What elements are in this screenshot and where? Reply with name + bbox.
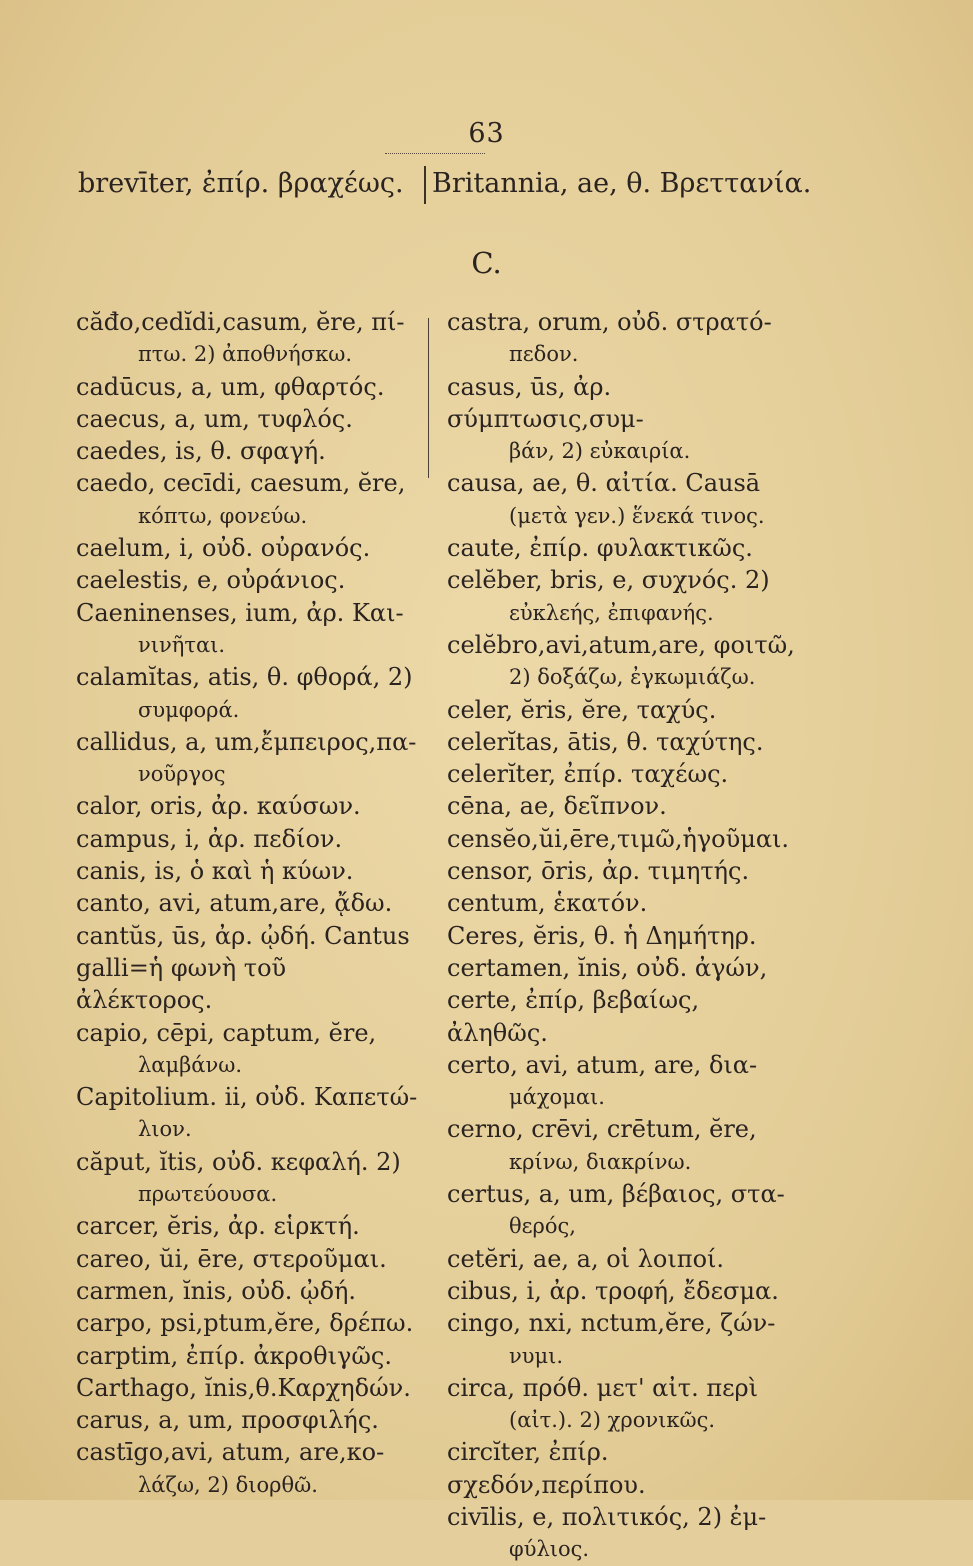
entry-continuation: κόπτω, φονεύω. xyxy=(138,503,308,528)
dictionary-entry xyxy=(447,920,807,952)
entry-headword: calamĭtas, atis, θ. φθορά, 2) xyxy=(76,663,413,692)
entry-headword: capio, cēpi, captum, ĕre, xyxy=(76,1018,377,1047)
entry-headword: Capitolium. ii, οὐδ. Καπετώ- xyxy=(76,1083,418,1112)
entry-continuation: νυμι. xyxy=(509,1343,564,1368)
dictionary-entry xyxy=(447,1501,807,1566)
entry-continuation: πρωτεύουσα. xyxy=(138,1182,278,1207)
dictionary-entry xyxy=(447,371,807,468)
dictionary-entry xyxy=(76,435,426,467)
entry-continuation: κρίνω, διακρίνω. xyxy=(509,1149,692,1174)
entry-headword: cingo, nxi, nctum,ĕre, ζών- xyxy=(447,1309,776,1338)
dictionary-entry xyxy=(76,1017,426,1082)
entry-headword: carus, a, um, προσφιλής. xyxy=(76,1406,379,1435)
dictionary-entry xyxy=(447,1372,807,1437)
entry-headword: circa, πρόθ. μετ' αἰτ. περὶ xyxy=(447,1373,759,1402)
dictionary-entry xyxy=(76,823,426,855)
dictionary-entry xyxy=(76,1275,426,1307)
dictionary-entry xyxy=(447,629,807,694)
entry-headword: certe, ἐπίρ, βεβαίως, ἀληθῶς. xyxy=(447,986,700,1047)
dictionary-entry xyxy=(447,1243,807,1275)
dictionary-entry xyxy=(447,1436,807,1501)
dictionary-entry xyxy=(76,1436,426,1501)
entry-continuation: βάν, 2) εὐκαιρία. xyxy=(509,439,691,464)
entry-headword: certus, a, um, βέβαιος, στα- xyxy=(447,1180,785,1209)
dictionary-entry xyxy=(76,371,426,403)
dictionary-entry xyxy=(447,532,807,564)
entry-headword: carmen, ĭnis, οὐδ. ᾠδή. xyxy=(76,1276,357,1305)
dictionary-entry xyxy=(76,1081,426,1146)
entry-headword: causa, ae, θ. αἰτία. Causā xyxy=(447,469,761,498)
dictionary-entry xyxy=(76,887,426,919)
entry-headword: galli=ἡ φωνὴ τοῦ ἀλέκτορος. xyxy=(76,953,287,1015)
dictionary-entry xyxy=(76,1340,426,1372)
entry-headword: cēna, ae, δεῖπνον. xyxy=(447,792,667,821)
entry-headword: canto, avi, atum,are, ᾄδω. xyxy=(76,889,393,918)
entry-headword: cibus, i, ἀρ. τροφή, ἔδεσμα. xyxy=(447,1276,779,1305)
entry-continuation: λιον. xyxy=(138,1117,192,1142)
dictionary-entry xyxy=(447,1275,807,1307)
entry-headword: castra, orum, οὐδ. στρατό- xyxy=(447,308,772,336)
dictionary-entry xyxy=(76,1307,426,1339)
entry-headword: centum, ἑκατόν. xyxy=(447,889,648,918)
dictionary-entry xyxy=(76,532,426,564)
entry-headword: certo, avi, atum, are, δια- xyxy=(447,1050,758,1079)
dictionary-entry xyxy=(447,952,807,984)
entry-headword: caelestis, e, οὐράνιος. xyxy=(76,566,346,595)
section-letter: C. xyxy=(471,246,502,280)
dictionary-entry xyxy=(76,1243,426,1275)
dictionary-entry xyxy=(447,1049,807,1114)
entry-continuation: νοῦργος xyxy=(138,762,226,787)
dictionary-entry xyxy=(76,1146,426,1211)
right-column xyxy=(447,306,807,1566)
entry-continuation: πεδον. xyxy=(509,342,579,367)
entry-continuation: θερός, xyxy=(509,1214,576,1239)
page-number: 63 xyxy=(468,118,505,149)
entry-headword: celerĭtas, ātis, θ. ταχύτης. xyxy=(447,727,764,756)
entry-continuation: λαμβάνω. xyxy=(138,1052,243,1077)
entry-headword: callidus, a, um,ἔμπειρος,πα- xyxy=(76,727,417,756)
entry-headword: celerĭter, ἐπίρ. ταχέως. xyxy=(447,760,729,789)
entry-continuation: νινῆται. xyxy=(138,632,226,657)
dictionary-entry xyxy=(447,758,807,790)
dictionary-entry xyxy=(447,855,807,887)
dictionary-entry xyxy=(447,467,807,532)
entry-headword: căput, ĭtis, οὐδ. κεφαλή. 2) xyxy=(76,1147,401,1176)
entry-headword: censor, ōris, ἀρ. τιμητής. xyxy=(447,857,750,886)
entry-headword: Carthago, ĭnis,θ.Καρχηδών. xyxy=(76,1373,411,1402)
dictionary-entry xyxy=(76,306,426,371)
entry-headword: cadūcus, a, um, φθαρτός. xyxy=(76,372,385,401)
entry-headword: căđo,cedĭdi,casum, ĕre, πί- xyxy=(76,308,405,336)
entry-headword: censĕo,ŭi,ēre,τιμῶ,ἡγοῦμαι. xyxy=(447,824,790,853)
entry-headword: campus, i, ἀρ. πεδίον. xyxy=(76,824,343,853)
entry-continuation: φύλιος. xyxy=(509,1537,590,1562)
dictionary-entry xyxy=(447,984,807,1049)
entry-headword: cantŭs, ūs, ἀρ. ᾠδή. Cantus xyxy=(76,921,410,950)
top-right-entry: Britannia, ae, θ. Βρεττανία. xyxy=(432,168,812,199)
entry-headword: caecus, a, um, τυφλός. xyxy=(76,404,353,433)
column-divider xyxy=(428,318,429,478)
entry-headword: canis, is, ὁ καὶ ἡ κύων. xyxy=(76,857,354,886)
dictionary-entry xyxy=(447,694,807,726)
entry-headword: civīlis, e, πολιτικός, 2) ἐμ- xyxy=(447,1502,767,1531)
entry-headword: caute, ἐπίρ. φυλακτικῶς. xyxy=(447,534,753,563)
dictionary-entry xyxy=(447,790,807,822)
entry-headword: castīgo,avi, atum, are,κο- xyxy=(76,1438,385,1467)
dictionary-entry xyxy=(76,1404,426,1436)
dictionary-entry xyxy=(447,887,807,919)
dictionary-entry xyxy=(76,855,426,887)
entry-continuation: συμφορά. xyxy=(138,697,240,722)
entry-continuation: (αἰτ.). 2) χρονικῶς. xyxy=(509,1408,716,1433)
entry-headword: certamen, ĭnis, οὐδ. ἀγών, xyxy=(447,953,768,982)
dictionary-entry xyxy=(76,726,426,791)
entry-headword: caedo, cecīdi, caesum, ĕre, xyxy=(76,469,406,498)
top-column-divider xyxy=(424,166,426,204)
dictionary-entry xyxy=(76,920,426,952)
entry-headword: carpo, psi,ptum,ĕre, δρέπω. xyxy=(76,1309,414,1338)
dictionary-entry xyxy=(76,403,426,435)
page-number-rule xyxy=(385,153,485,154)
dictionary-entry xyxy=(447,1113,807,1178)
entry-continuation: λάζω, 2) διορθῶ. xyxy=(138,1472,318,1497)
dictionary-entry xyxy=(447,1178,807,1243)
entry-headword: caelum, i, οὐδ. οὐρανός. xyxy=(76,534,371,563)
entry-headword: carptim, ἐπίρ. ἀκροθιγῶς. xyxy=(76,1341,392,1370)
entry-headword: casus, ūs, ἀρ. σύμπτωσις,συμ- xyxy=(447,372,644,433)
entry-headword: careo, ŭi, ēre, στεροῦμαι. xyxy=(76,1244,387,1273)
top-left-entry: brevīter, ἐπίρ. βραχέως. xyxy=(78,168,404,199)
entry-headword: cerno, crēvi, crētum, ĕre, xyxy=(447,1115,757,1144)
dictionary-entry xyxy=(76,1210,426,1242)
entry-headword: Ceres, ĕris, θ. ἡ Δημήτηρ. xyxy=(447,921,757,950)
dictionary-entry xyxy=(447,823,807,855)
entry-headword: celĕber, bris, e, συχνός. 2) xyxy=(447,566,770,595)
entry-headword: circĭter, ἐπίρ. σχεδόν,περίπου. xyxy=(447,1438,646,1499)
dictionary-entry xyxy=(447,726,807,758)
entry-headword: carcer, ĕris, ἀρ. εἱρκτή. xyxy=(76,1212,360,1241)
dictionary-entry xyxy=(447,1307,807,1372)
dictionary-entry xyxy=(76,597,426,662)
entry-continuation: 2) δοξάζω, ἐγκωμιάζω. xyxy=(509,665,756,690)
entry-continuation: (μετὰ γεν.) ἕνεκά τινος. xyxy=(509,503,765,528)
entry-continuation: εὐκλεής, ἐπιφανής. xyxy=(509,600,714,625)
left-column xyxy=(76,306,426,1501)
entry-headword: celĕbro,avi,atum,are, φοιτῶ, xyxy=(447,630,795,659)
dictionary-entry xyxy=(76,467,426,532)
entry-headword: Caeninenses, ium, ἀρ. Και- xyxy=(76,598,404,627)
dictionary-entry xyxy=(447,306,807,371)
entry-headword: calor, oris, ἀρ. καύσων. xyxy=(76,792,361,821)
entry-continuation: μάχομαι. xyxy=(509,1085,605,1110)
dictionary-entry xyxy=(76,790,426,822)
entry-continuation: πτω. 2) ἀποθνήσκω. xyxy=(138,342,352,367)
entry-headword: celer, ĕris, ĕre, ταχύς. xyxy=(447,695,717,724)
dictionary-entry xyxy=(76,952,426,1017)
entry-headword: caedes, is, θ. σφαγή. xyxy=(76,437,326,466)
dictionary-entry xyxy=(76,564,426,596)
entry-headword: cetĕri, ae, a, οἱ λοιποί. xyxy=(447,1244,725,1273)
dictionary-entry xyxy=(76,1372,426,1404)
dictionary-entry xyxy=(76,661,426,726)
dictionary-entry xyxy=(447,564,807,629)
